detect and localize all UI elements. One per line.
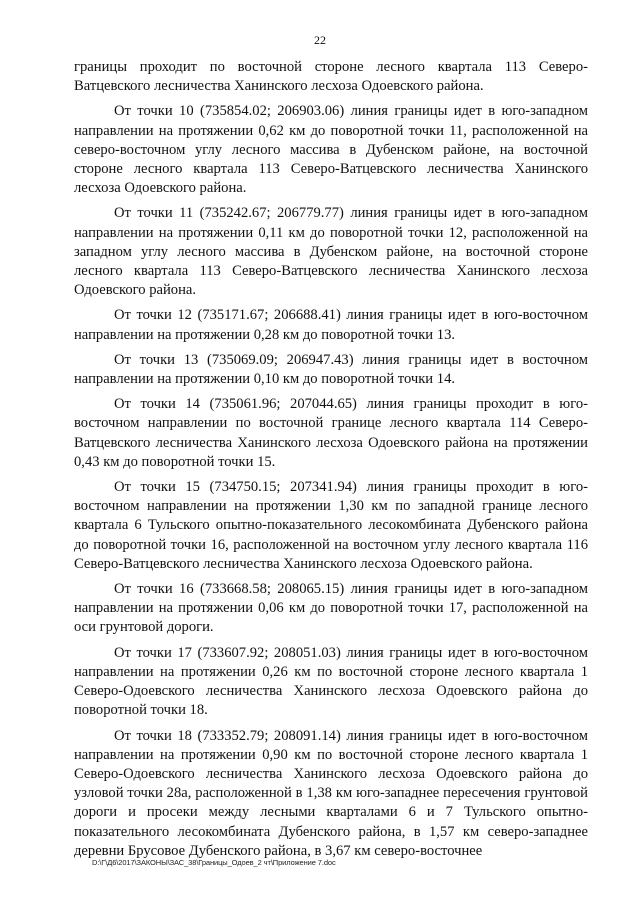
paragraph-point-11: От точки 11 (735242.67; 206779.77) линия границы идет в юго-западном направлении на протяжении 0,11 км до поворотной точки 12, расположенной на западном углу лесного массива в Дубенском районе, на восточной стороне лесного квартала 113 Северо-Ватцевского лесничества Ханинского лесхоза Одоевского района. xyxy=(74,205,588,299)
paragraph-point-13: От точки 13 (735069.09; 206947.43) линия границы идет в восточном направлении на протяжении 0,10 км до поворотной точки 14. xyxy=(74,351,588,388)
paragraph-continuation: границы проходит по восточной стороне лесного квартала 113 Северо-Ватцевского лесничества Ханинского лесхоза Одоевского района. xyxy=(74,59,588,95)
paragraph-point-16: От точки 16 (733668.58; 208065.15) линия границы идет в юго-западном направлении на протяжении 0,06 км до поворотной точки 17, расположенной на оси грунтовой дороги. xyxy=(74,581,588,636)
document-body xyxy=(74,58,588,867)
paragraph-point-10: От точки 10 (735854.02; 206903.06) линия границы идет в юго-западном направлении на протяжении 0,62 км до поворотной точки 11, расположенной на северо-восточном углу лесного массива в Дубенском районе, на восточной стороне лесного квартала 113 Северо-Ватцевского лесничества Ханинского лесхоза Одоевского района. xyxy=(74,103,588,197)
paragraph-point-12: От точки 12 (735171.67; 206688.41) линия границы идет в юго-восточном направлении на протяжении 0,28 км до поворотной точки 13. xyxy=(74,307,588,343)
paragraph-point-15: От точки 15 (734750.15; 207341.94) линия границы проходит в юго-восточном направлении на протяжении 1,30 км по западной границе лесного квартала 6 Тульского опытно-показательного лесокомбината Дубенского района до поворотной точки 16, расположенной на восточном углу лесного квартала 116 Северо-Ватцевского лесничества Ханинского лесхоза Одоевского района. xyxy=(74,479,588,572)
paragraph-point-14: От точки 14 (735061.96; 207044.65) линия границы проходит в юго-восточном направлении по восточной границе лесного квартала 114 Северо-Ватцевского лесничества Ханинского лесхоза Одоевского района на протяжении 0,43 км до поворотной точки 15. xyxy=(74,396,588,470)
file-path-footer: D:\Г\Д6\2017\ЗАКОНЫ\ЗАС_38\Границы_Одоев_2 чт\Приложение 7.doc xyxy=(92,858,336,867)
paragraph-point-17: От точки 17 (733607.92; 208051.03) линия границы идет в юго-восточном направлении на протяжении 0,26 км по восточной стороне лесного квартала 1 Северо-Одоевского лесничества Ханинского лесхоза Одоевского района до поворотной точки 18. xyxy=(74,644,588,719)
paragraph-point-18: От точки 18 (733352.79; 208091.14) линия границы идет в юго-восточном направлении на протяжении 0,90 км по восточной стороне лесного квартала 1 Северо-Одоевского лесничества Ханинского лесхоза Одоевского района до узловой точки 28а, расположенной в 1,38 км юго-западнее пересечения грунтовой дороги и просеки между лесными кварталами 6 и 7 Тульского опытно-показательного лесокомбината Дубенского района, в 1,57 км северо-западнее деревни Брусовое Дубенского района, в 3,67 км северо-восточнее xyxy=(74,727,588,859)
page-number: 22 xyxy=(314,33,326,47)
